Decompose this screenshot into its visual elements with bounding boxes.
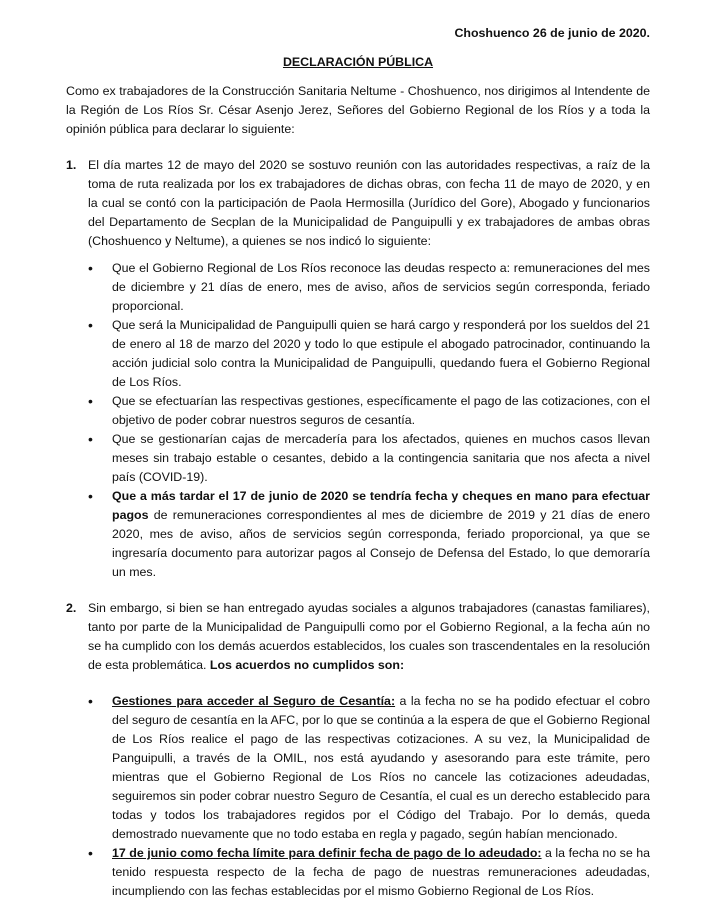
section-2 [66, 599, 650, 675]
item-heading: Gestiones para acceder al Seguro de Cesantía: [112, 694, 396, 708]
section-2-bullet-list [66, 692, 650, 901]
section-1 [66, 156, 650, 251]
item-heading: 17 de junio como fecha límite para definir fecha de pago de lo adeudado: [112, 846, 542, 860]
section-2-paragraph [88, 599, 650, 675]
list-item: • Que será la Municipalidad de Panguipulli quien se hará cargo y responderá por los sueldos del 21 de enero al 18 de marzo del 2020 y todo lo que estipule el abogado patrocinador, continuando la acción judicial solo contra la Municipalidad de Panguipulli, quedando fuera el Gobierno Regional de Los Ríos. [112, 316, 650, 392]
intro-paragraph: Como ex trabajadores de la Construcción Sanitaria Neltume - Choshuenco, nos dirigimos al Intendente de la Región de Los Ríos Sr. César Asenjo Jerez, Señores del Gobierno Regional de los Ríos y a toda la opinión pública para declarar lo siguiente: [66, 84, 650, 136]
page-title: DECLARACIÓN PÚBLICA [282, 55, 434, 69]
item-body: a la fecha no se ha tenido respuesta respecto de la fecha de pago de nuestras remuneraciones adeudadas, incumpliendo con las fechas establecidas por el mismo Gobierno Regional de Los Ríos. [112, 846, 651, 898]
bold-commitment: Que a más tardar el 17 de junio de 2020 se tendría fecha y cheques en mano para efectuar pagos [112, 489, 650, 522]
list-item [112, 844, 650, 901]
list-item-text: de remuneraciones correspondientes al mes de diciembre de 2019 y 21 días de enero 2020, mes de aviso, años de servicios según corresponda, feriado proporcional, ya que se ingresaría documento para autorizar pagos al Consejo de Defensa del Estado, lo que demoraría un mes. [112, 508, 650, 579]
date-line: Choshuenco 26 de junio de 2020. [454, 26, 650, 40]
section-1-number: 1. [66, 158, 77, 172]
item-body: a la fecha no se ha podido efectuar el cobro del seguro de cesantía en la AFC, por lo que se continúa a la espera de que el Gobierno Regional de Los Ríos realice el pago de las respectivas cotizaciones. A su vez, la Municipalidad de Panguipulli, a través de la OMIL, nos está ayudando y asesorando para este trámite, pero mientras que el Gobierno Regional de Los Ríos no cancele las cotizaciones adeudadas, seguiremos sin poder cobrar nuestro Seguro de Cesantía, el cual es un derecho establecido para todas y todos los trabajadores regidos por el Código del Trabajo. Por lo demás, queda demostrado nuevamente que no todo estaba en regla y pagado, según habían mencionado. [112, 694, 650, 841]
list-item: • Que se efectuarían las respectivas gestiones, específicamente el pago de las cotizaciones, con el objetivo de poder cobrar nuestros seguros de cesantía. [112, 392, 650, 430]
section-1-text: El día martes 12 de mayo del 2020 se sostuvo reunión con las autoridades respectivas, a raíz de la toma de ruta realizada por los ex trabajadores de dichas obras, con fecha 11 de mayo de 2020, y en la cual se contó con la participación de Paola Hermosilla (Jurídico del Gore), Abogado y funcionarios del Departamento de Secplan de la Municipalidad de Panguipulli y ex trabajadores de ambas obras (Choshuenco y Neltume), a quienes se nos indicó lo siguiente: [88, 158, 650, 248]
list-item [112, 487, 650, 582]
section-1-bullet-list [66, 259, 650, 582]
list-item: • Que se gestionarían cajas de mercadería para los afectados, quienes en muchos casos llevan meses sin trabajo estable o cesantes, debido a la contingencia sanitaria que nos afecta a nivel país (COVID-19). [112, 430, 650, 487]
section-2-number: 2. [66, 601, 77, 615]
list-item [112, 692, 650, 844]
section-2-bold-text: Los acuerdos no cumplidos son: [209, 658, 405, 672]
section-2-text: Sin embargo, si bien se han entregado ayudas sociales a algunos trabajadores (canastas familiares), tanto por parte de la Municipalidad de Panguipulli como por el Gobierno Regional, a la fecha aún no se ha cumplido con los demás acuerdos establecidos, los cuales son trascendentales en la resolución de esta problemática. [88, 601, 650, 672]
list-item: • Que el Gobierno Regional de Los Ríos reconoce las deudas respecto a: remuneraciones del mes de diciembre y 21 días de enero, mes de aviso, años de servicios según corresponda, feriado proporcional. [112, 259, 650, 316]
